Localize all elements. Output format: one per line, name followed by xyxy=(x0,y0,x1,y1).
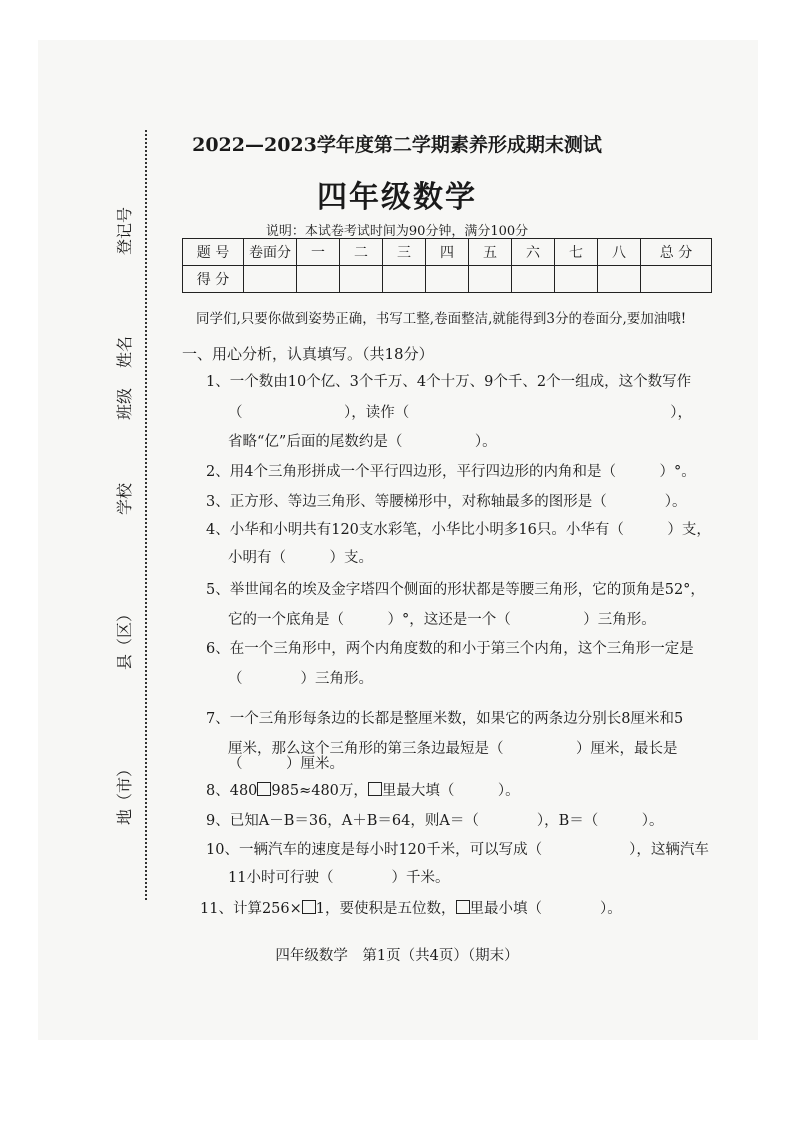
score-cell[interactable] xyxy=(340,266,383,293)
question-10-cont: 11小时可行驶（ ）千米。 xyxy=(228,870,450,886)
question-4-cont: 小明有（ ）支。 xyxy=(228,550,373,566)
question-2: 2、用4个三角形拼成一个平行四边形，平行四边形的内角和是（ ）°。 xyxy=(206,464,696,480)
question-11-mid: 1，要使积是五位数， xyxy=(315,901,456,917)
exam-title: 2022—2023学年度第二学期素养形成期末测试 xyxy=(192,134,602,156)
score-cell[interactable] xyxy=(555,266,598,293)
question-5: 5、举世闻名的埃及金字塔四个侧面的形状都是等腰三角形，它的顶角是52°， xyxy=(206,582,705,598)
score-header-cell: 一 xyxy=(297,239,340,266)
score-cell[interactable] xyxy=(426,266,469,293)
score-row-label: 得 分 xyxy=(183,266,244,293)
blank-box-icon xyxy=(456,900,470,914)
blank-box-icon xyxy=(368,782,382,796)
score-table-header-row xyxy=(183,239,712,266)
question-8 xyxy=(206,779,520,800)
score-header-cell: 四 xyxy=(426,239,469,266)
question-8-post: 里最大填（ ）。 xyxy=(381,783,520,799)
question-4: 4、小华和小明共有120支水彩笔，小华比小明多16只。小华有（ ）支， xyxy=(206,522,711,538)
blank-box-icon[interactable] xyxy=(302,900,316,914)
score-cell[interactable] xyxy=(469,266,512,293)
question-1-approx: 省略“亿”后面的尾数约是（ ）。 xyxy=(228,434,497,450)
score-cell[interactable] xyxy=(297,266,340,293)
score-cell[interactable] xyxy=(512,266,555,293)
question-7-cont: 厘米，那么这个三角形的第三条边最短是（ ）厘米，最长是 xyxy=(228,741,678,757)
side-label-county: 县（区） xyxy=(115,605,134,670)
question-11 xyxy=(200,897,622,918)
score-header-cell: 七 xyxy=(555,239,598,266)
question-8-pre: 8、480 xyxy=(206,783,258,799)
score-header-cell: 题 号 xyxy=(183,239,244,266)
question-1-blanks: （ ），读作（ ）， xyxy=(228,405,692,421)
score-header-cell: 总 分 xyxy=(641,239,712,266)
side-label-name: 姓名 xyxy=(115,335,134,368)
question-1: 1、一个数由10个亿、3个千万、4个十万、9个千、2个一组成，这个数写作 xyxy=(206,374,692,390)
side-label-reg-no: 登记号 xyxy=(115,206,134,255)
score-header-cell: 五 xyxy=(469,239,512,266)
score-cell[interactable] xyxy=(244,266,297,293)
question-9: 9、已知A－B＝36，A＋B＝64，则A＝（ ），B＝（ ）。 xyxy=(206,813,664,829)
subject-title: 四年级数学 xyxy=(317,180,477,215)
question-8-mid: 985≈480万， xyxy=(271,783,368,799)
side-label-school: 学校 xyxy=(115,482,134,515)
question-10: 10、一辆汽车的速度是每小时120千米，可以写成（ ），这辆汽车 xyxy=(206,842,709,858)
score-header-cell: 卷面分 xyxy=(244,239,297,266)
score-table-score-row xyxy=(183,266,712,293)
score-cell[interactable] xyxy=(598,266,641,293)
page-footer: 四年级数学 第1页（共4页）（期末） xyxy=(275,948,519,964)
score-header-cell: 八 xyxy=(598,239,641,266)
exam-note: 说明：本试卷考试时间为90分钟，满分100分 xyxy=(265,224,529,239)
score-cell[interactable] xyxy=(383,266,426,293)
score-header-cell: 三 xyxy=(383,239,426,266)
question-11-pre: 11、计算256× xyxy=(200,901,302,917)
side-label-class: 班级 xyxy=(115,387,134,420)
question-3: 3、正方形、等边三角形、等腰梯形中，对称轴最多的图形是（ ）。 xyxy=(206,494,687,510)
question-6-cont: （ ）三角形。 xyxy=(228,671,373,687)
score-table xyxy=(182,238,712,293)
question-5-cont: 它的一个底角是（ ）°，这还是一个（ ）三角形。 xyxy=(228,612,656,628)
question-11-post: 里最小填（ ）。 xyxy=(469,901,622,917)
blank-box-icon[interactable] xyxy=(257,782,271,796)
side-label-city: 地（市） xyxy=(115,760,134,825)
binding-line xyxy=(145,130,147,900)
section-heading: 一、用心分析，认真填写。（共18分） xyxy=(182,345,434,363)
question-7: 7、一个三角形每条边的长都是整厘米数，如果它的两条边分别长8厘米和5 xyxy=(206,711,684,727)
encouragement-text: 同学们,只要你做到姿势正确，书写工整,卷面整洁,就能得到3分的卷面分,要加油哦! xyxy=(196,311,687,327)
score-cell[interactable] xyxy=(641,266,712,293)
question-7-cont-2: （ ）厘米。 xyxy=(228,756,344,772)
question-6: 6、在一个三角形中，两个内角度数的和小于第三个内角，这个三角形一定是 xyxy=(206,641,694,657)
score-header-cell: 六 xyxy=(512,239,555,266)
score-header-cell: 二 xyxy=(340,239,383,266)
